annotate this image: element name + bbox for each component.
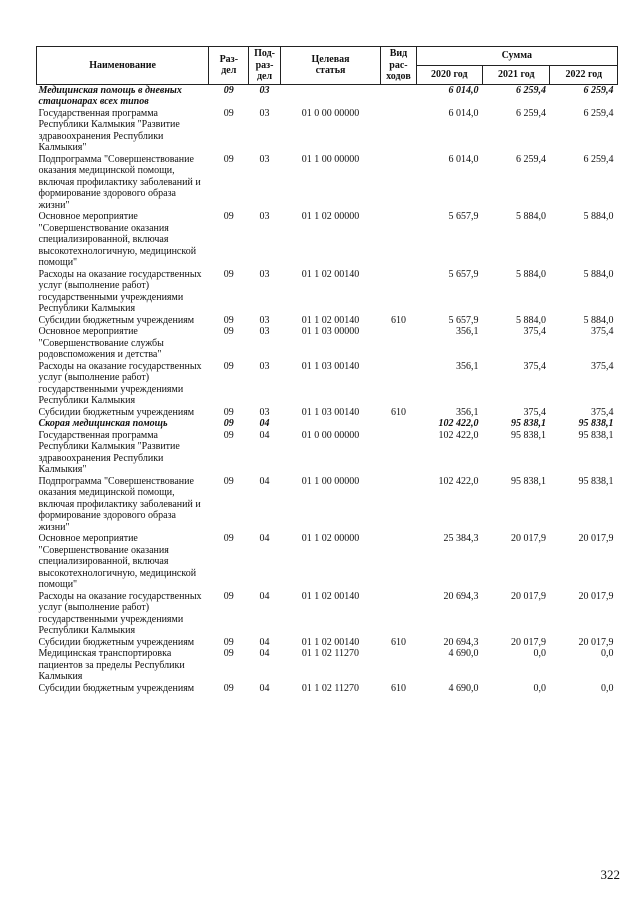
row-sum-2022: 0,0 — [601, 648, 614, 659]
row-name: Основное мероприятие "Совершенствование оказания специализированной, включая высокотехнологичную, медицинской помощи" — [38, 533, 197, 590]
row-razdel: 09 — [223, 418, 234, 429]
row-vid — [381, 430, 416, 476]
table-row — [37, 683, 618, 695]
row-name: Субсидии бюджетным учреждениям — [38, 636, 195, 648]
row-podrazdel: 03 — [249, 84, 280, 108]
row-vid — [381, 108, 416, 154]
row-celevaya: 01 1 02 11270 — [301, 648, 360, 659]
row-sum-2022: 0,0 — [601, 682, 614, 694]
row-sum-2021: 375,4 — [523, 406, 546, 418]
row-podrazdel: 03 — [259, 268, 270, 280]
table-row — [37, 108, 618, 154]
row-vid — [381, 533, 416, 591]
row-sum-2021: 5 884,0 — [515, 314, 546, 326]
row-podrazdel: 03 — [259, 314, 270, 326]
col-header-vid: Вид рас- ходов — [381, 47, 416, 85]
row-name: Расходы на оказание государственных услуг (выполнение работ) государственными учреждениями Республики Калмыкия — [38, 360, 202, 406]
row-sum-2020: 5 657,9 — [448, 268, 479, 280]
budget-table — [36, 46, 618, 694]
table-row — [37, 637, 618, 649]
table-body — [37, 84, 618, 694]
row-sum-2020: 102 422,0 — [438, 429, 479, 441]
row-name: Субсидии бюджетным учреждениям — [38, 682, 195, 694]
col-header-2020: 2020 год — [416, 65, 482, 84]
row-razdel: 09 — [223, 636, 234, 648]
col-header-podrazdel: Под- раз- дел — [249, 47, 280, 85]
row-sum-2020: 6 014,0 — [416, 84, 482, 108]
row-razdel: 09 — [223, 533, 234, 544]
row-podrazdel: 04 — [259, 429, 270, 441]
table-row — [37, 418, 618, 430]
row-sum-2021: 375,4 — [523, 326, 546, 337]
table-row — [37, 211, 618, 269]
row-razdel: 09 — [223, 475, 234, 487]
row-razdel: 09 — [223, 314, 234, 326]
row-sum-2021: 0,0 — [533, 648, 546, 659]
row-sum-2021: 20 017,9 — [510, 533, 546, 544]
row-sum-2021: 5 884,0 — [515, 268, 546, 280]
table-row — [37, 154, 618, 212]
row-celevaya: 01 1 00 00000 — [301, 153, 360, 165]
row-vid — [381, 476, 416, 534]
row-sum-2020: 25 384,3 — [443, 533, 479, 544]
row-vid — [381, 418, 416, 430]
row-celevaya: 01 1 02 00000 — [301, 533, 360, 544]
row-sum-2020: 102 422,0 — [438, 475, 479, 487]
row-sum-2022: 95 838,1 — [578, 475, 614, 487]
table-header — [37, 47, 618, 85]
row-sum-2021: 6 259,4 — [515, 107, 546, 119]
row-podrazdel: 04 — [259, 533, 270, 544]
row-podrazdel: 03 — [259, 360, 270, 372]
row-sum-2022: 20 017,9 — [578, 636, 614, 648]
row-celevaya: 01 1 02 00140 — [301, 314, 360, 326]
col-header-2022: 2022 год — [550, 65, 618, 84]
row-razdel: 09 — [223, 268, 234, 280]
budget-table-page — [36, 46, 618, 694]
table-row — [37, 648, 618, 683]
row-celevaya: 01 1 03 00140 — [301, 360, 360, 372]
row-name: Субсидии бюджетным учреждениям — [38, 314, 195, 326]
row-name: Основное мероприятие "Совершенствование службы родовспоможения и детства" — [38, 326, 164, 360]
row-razdel: 09 — [223, 648, 234, 659]
table-row — [37, 326, 618, 361]
row-vid: 610 — [390, 636, 406, 648]
row-razdel: 09 — [223, 590, 234, 602]
table-row — [37, 476, 618, 534]
row-name: Подпрограмма "Совершенствование оказания медицинской помощи, включая профилактику заболеваний и формирование здорового образа жизни" — [38, 475, 201, 533]
table-row — [37, 269, 618, 315]
col-header-razdel: Раз- дел — [209, 47, 249, 85]
row-sum-2022: 6 259,4 — [583, 153, 614, 165]
row-name: Субсидии бюджетным учреждениям — [38, 406, 195, 418]
table-row — [37, 361, 618, 407]
row-sum-2020: 102 422,0 — [438, 418, 479, 429]
row-name: Основное мероприятие "Совершенствование оказания специализированной, включая высокотехнологичную, медицинской помощи" — [38, 211, 197, 268]
row-sum-2022: 6 259,4 — [550, 84, 618, 108]
row-podrazdel: 03 — [259, 153, 270, 165]
row-sum-2022: 375,4 — [591, 360, 614, 372]
row-sum-2021: 6 259,4 — [515, 153, 546, 165]
table-row — [37, 533, 618, 591]
row-sum-2020: 20 694,3 — [443, 590, 479, 602]
row-sum-2021: 95 838,1 — [510, 418, 546, 429]
row-celevaya: 01 0 00 00000 — [301, 107, 360, 119]
row-sum-2020: 356,1 — [456, 406, 479, 418]
row-sum-2021: 95 838,1 — [510, 429, 546, 441]
row-sum-2022: 20 017,9 — [578, 590, 614, 602]
row-name: Государственная программа Республики Калмыкия "Развитие здравоохранения Республики Калмыкия" — [38, 429, 180, 475]
row-vid — [381, 648, 416, 683]
page-number: 322 — [600, 867, 620, 882]
row-sum-2021: 20 017,9 — [510, 590, 546, 602]
row-celevaya: 01 0 00 00000 — [301, 429, 360, 441]
col-header-summa: Сумма — [416, 47, 617, 66]
row-razdel: 09 — [223, 326, 234, 337]
row-sum-2022: 375,4 — [591, 406, 614, 418]
row-podrazdel: 03 — [259, 211, 270, 222]
row-podrazdel: 04 — [259, 636, 270, 648]
row-vid: 610 — [390, 314, 406, 326]
table-row — [37, 430, 618, 476]
row-celevaya: 01 1 02 00140 — [301, 636, 360, 648]
row-razdel: 09 — [223, 406, 234, 418]
row-podrazdel: 04 — [259, 682, 270, 694]
row-sum-2022: 375,4 — [591, 326, 614, 337]
row-sum-2021: 375,4 — [523, 360, 546, 372]
row-razdel: 09 — [223, 429, 234, 441]
row-sum-2022: 5 884,0 — [583, 314, 614, 326]
row-sum-2020: 4 690,0 — [448, 648, 479, 659]
row-vid — [381, 84, 416, 108]
row-sum-2021: 95 838,1 — [510, 475, 546, 487]
row-sum-2020: 356,1 — [456, 360, 479, 372]
row-vid — [381, 211, 416, 269]
row-podrazdel: 04 — [259, 418, 270, 429]
row-sum-2022: 95 838,1 — [578, 429, 614, 441]
row-celevaya: 01 1 03 00000 — [301, 326, 360, 337]
row-sum-2020: 5 657,9 — [448, 314, 479, 326]
row-celevaya: 01 1 02 00140 — [301, 590, 360, 602]
row-podrazdel: 04 — [259, 648, 270, 659]
row-name: Государственная программа Республики Калмыкия "Развитие здравоохранения Республики Калмыкия" — [38, 107, 180, 153]
row-celevaya: 01 1 00 00000 — [301, 475, 360, 487]
row-podrazdel: 03 — [259, 107, 270, 119]
row-sum-2022: 20 017,9 — [578, 533, 614, 544]
row-sum-2021: 6 259,4 — [483, 84, 550, 108]
row-razdel: 09 — [223, 107, 234, 119]
row-name: Медицинская транспортировка пациентов за пределы Республики Калмыкия — [38, 648, 185, 682]
row-sum-2020: 356,1 — [456, 326, 479, 337]
row-podrazdel: 04 — [259, 590, 270, 602]
table-row — [37, 591, 618, 637]
row-vid — [381, 361, 416, 407]
row-sum-2022: 5 884,0 — [583, 268, 614, 280]
row-vid: 610 — [390, 406, 406, 418]
table-row — [37, 407, 618, 419]
row-razdel: 09 — [223, 682, 234, 694]
row-razdel: 09 — [209, 84, 249, 108]
row-sum-2020: 4 690,0 — [448, 682, 479, 694]
row-sum-2021: 20 017,9 — [510, 636, 546, 648]
row-sum-2021: 0,0 — [533, 682, 546, 694]
row-sum-2020: 6 014,0 — [448, 153, 479, 165]
table-row — [37, 315, 618, 327]
row-name: Расходы на оказание государственных услуг (выполнение работ) государственными учреждениями Республики Калмыкия — [38, 590, 202, 636]
row-name: Расходы на оказание государственных услуг (выполнение работ) государственными учреждениями Республики Калмыкия — [38, 268, 202, 314]
row-celevaya: 01 1 02 11270 — [301, 682, 360, 694]
row-sum-2020: 5 657,9 — [448, 211, 479, 222]
row-sum-2022: 95 838,1 — [578, 418, 614, 429]
row-vid: 610 — [390, 682, 406, 694]
row-sum-2021: 5 884,0 — [515, 211, 546, 222]
row-sum-2020: 20 694,3 — [443, 636, 479, 648]
row-sum-2022: 6 259,4 — [583, 107, 614, 119]
row-podrazdel: 03 — [259, 326, 270, 337]
table-row — [37, 84, 618, 108]
row-celevaya: 01 1 02 00000 — [301, 211, 360, 222]
row-celevaya: 01 1 03 00140 — [301, 406, 360, 418]
col-header-2021: 2021 год — [483, 65, 550, 84]
row-vid — [381, 591, 416, 637]
row-razdel: 09 — [223, 153, 234, 165]
row-podrazdel: 04 — [259, 475, 270, 487]
row-celevaya — [280, 84, 381, 108]
row-celevaya — [280, 418, 381, 430]
row-podrazdel: 03 — [259, 406, 270, 418]
row-celevaya: 01 1 02 00140 — [301, 268, 360, 280]
row-name: Скорая медицинская помощь — [38, 418, 168, 429]
col-header-celevaya: Целевая статья — [280, 47, 381, 85]
col-header-name: Наименование — [37, 47, 209, 85]
row-vid — [381, 269, 416, 315]
row-razdel: 09 — [223, 211, 234, 222]
row-vid — [381, 326, 416, 361]
row-name: Подпрограмма "Совершенствование оказания медицинской помощи, включая профилактику заболеваний и формирование здорового образа жизни" — [38, 153, 201, 211]
row-sum-2020: 6 014,0 — [448, 107, 479, 119]
row-sum-2022: 5 884,0 — [583, 211, 614, 222]
row-vid — [381, 154, 416, 212]
row-name: Медицинская помощь в дневных стационарах всех типов — [37, 84, 209, 108]
row-razdel: 09 — [223, 360, 234, 372]
